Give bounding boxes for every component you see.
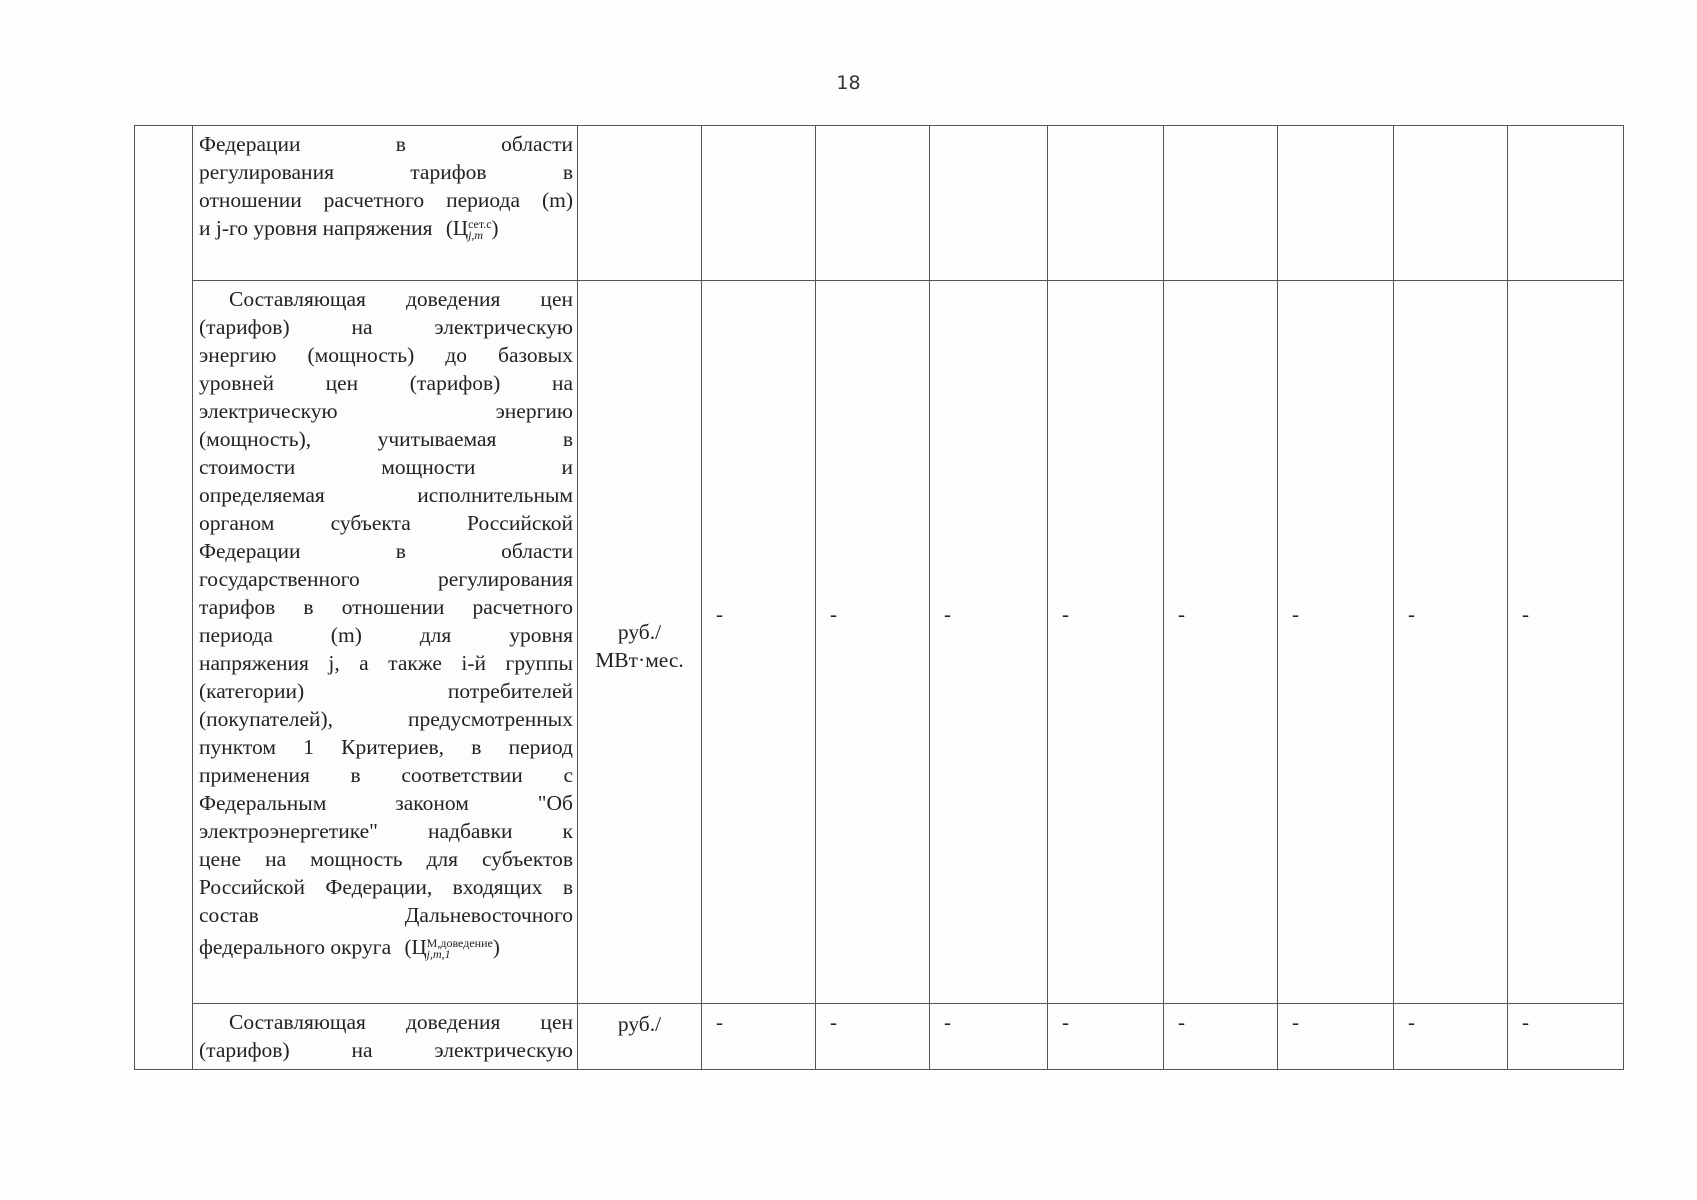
value-text: - [1292, 602, 1299, 626]
text-fragment: и j-го уровня напряжения [199, 216, 433, 240]
value-cell [1394, 281, 1508, 1004]
text-line: применения в соответствии с [199, 763, 573, 787]
value-cell [1048, 281, 1164, 1004]
text-line: стоимости мощности и [199, 455, 573, 479]
formula-close: ) [492, 935, 500, 959]
row-description [193, 1004, 578, 1070]
value-text: - [1408, 602, 1415, 626]
value-cell [816, 126, 930, 281]
value-cell [1278, 1004, 1394, 1070]
unit-cell [578, 126, 702, 281]
text-line: (категории) потребителей [199, 679, 573, 703]
text-line: государственного регулирования [199, 567, 573, 591]
value-cell [702, 281, 816, 1004]
value-cell [1508, 281, 1624, 1004]
row-description [193, 126, 578, 281]
index-column-cell [135, 126, 193, 1070]
page-number: 18 [836, 72, 861, 94]
text-line: состав Дальневосточного [199, 903, 573, 927]
value-text: - [1178, 602, 1185, 626]
text-line: Составляющая доведения цен [229, 287, 573, 311]
formula [405, 935, 500, 959]
value-cell [1278, 281, 1394, 1004]
text-line: (тарифов) на электрическую [199, 1038, 573, 1062]
value-cell [1048, 1004, 1164, 1070]
text-line: (покупателей), предусмотренных [199, 707, 573, 731]
table-row [135, 126, 1624, 281]
text-line [199, 214, 573, 242]
value-text: - [1062, 1010, 1069, 1034]
formula-indices [427, 938, 493, 960]
table-row [135, 1004, 1624, 1070]
value-cell [702, 1004, 816, 1070]
text-line: регулирования тарифов в [199, 160, 573, 184]
value-cell [930, 126, 1048, 281]
formula-subscript: j,m,1 [426, 947, 451, 961]
value-text: - [716, 602, 723, 626]
unit-cell [578, 281, 702, 1004]
value-cell [1164, 126, 1278, 281]
value-text: - [830, 602, 837, 626]
value-cell [816, 1004, 930, 1070]
formula-base: (Ц [404, 935, 427, 959]
value-text: - [944, 1010, 951, 1034]
text-line: Федеральным законом "Об [199, 791, 573, 815]
value-text: - [716, 1010, 723, 1034]
value-text: - [1178, 1010, 1185, 1034]
text-line: Федерации в области [199, 132, 573, 156]
unit-line: МВт·мес. [595, 648, 684, 672]
text-fragment: федерального округа [199, 935, 392, 959]
text-line: периода (m) для уровня [199, 623, 573, 647]
table-row [135, 281, 1624, 1004]
value-cell [1048, 126, 1164, 281]
formula-indices [468, 219, 491, 241]
text-line: Федерации в области [199, 539, 573, 563]
unit-cell [578, 1004, 702, 1070]
text-line: электроэнергетике" надбавки к [199, 819, 573, 843]
value-cell [1508, 1004, 1624, 1070]
text-line: (тарифов) на электрическую [199, 315, 573, 339]
text-line: отношении расчетного периода (m) [199, 188, 573, 212]
formula-subscript: j,m [468, 228, 484, 242]
value-text: - [1292, 1010, 1299, 1034]
value-cell [1394, 126, 1508, 281]
value-cell [1278, 126, 1394, 281]
text-line: тарифов в отношении расчетного [199, 595, 573, 619]
text-line: (мощность), учитываемая в [199, 427, 573, 451]
text-line: органом субъекта Российской [199, 511, 573, 535]
text-line: пунктом 1 Критериев, в период [199, 735, 573, 759]
formula-superscript: сет.с [468, 217, 492, 231]
value-cell [816, 281, 930, 1004]
formula-base: (Ц [445, 216, 469, 240]
unit-line: руб./ [617, 1012, 662, 1036]
tariff-table [134, 125, 1624, 1070]
row-description [193, 281, 578, 1004]
text-line [199, 933, 573, 961]
text-line: Составляющая доведения цен [229, 1010, 573, 1034]
value-cell [702, 126, 816, 281]
formula-superscript: М,доведение [426, 936, 493, 950]
text-line: электрическую энергию [199, 399, 573, 423]
value-cell [1164, 281, 1278, 1004]
text-line: цене на мощность для субъектов [199, 847, 573, 871]
text-line: напряжения j, а также i-й группы [199, 651, 573, 675]
formula-close: ) [491, 216, 499, 240]
value-cell [1508, 126, 1624, 281]
value-cell [930, 1004, 1048, 1070]
value-text: - [1522, 1010, 1529, 1034]
value-text: - [1522, 602, 1529, 626]
value-text: - [830, 1010, 837, 1034]
formula [446, 216, 499, 240]
value-text: - [1408, 1010, 1415, 1034]
value-cell [930, 281, 1048, 1004]
value-cell [1164, 1004, 1278, 1070]
text-line: Российской Федерации, входящих в [199, 875, 573, 899]
value-cell [1394, 1004, 1508, 1070]
unit-line: руб./ [617, 620, 662, 644]
text-line: энергию (мощность) до базовых [199, 343, 573, 367]
value-text: - [944, 602, 951, 626]
text-line: определяемая исполнительным [199, 483, 573, 507]
value-text: - [1062, 602, 1069, 626]
text-line: уровней цен (тарифов) на [199, 371, 573, 395]
